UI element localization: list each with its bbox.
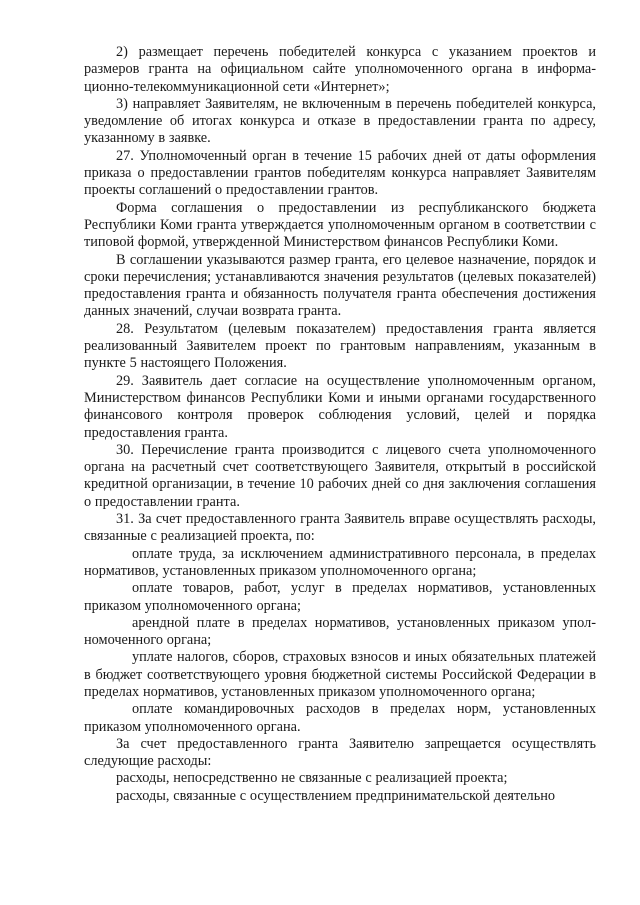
paragraph-27: 27. Уполномоченный орган в течение 15 рабочих дней от даты оформления приказа о предоставлении грантов победителям конкурса направляет Заявителям проекты соглашений о предоставлении грантов. [84, 147, 596, 199]
paragraph-item-3-notify: 3) направляет Заявителям, не включенным в перечень победителей конкурса, уведомление об итогах конкурса и отказе в предоставлении гранта по адресу, указанному в заявке. [84, 95, 596, 147]
paragraph-agreement-form: Форма соглашения о предоставлении из республиканского бюджета Республики Коми гранта утверждается уполномоченным органом в соответствии с типовой формой, утвержденной Министерством финансов Республики Коми. [84, 199, 596, 251]
list-item-travel: оплате командировочных расходов в пределах норм, установленных приказом уполномоченного органа. [84, 701, 596, 735]
paragraph-prohibited-expenses: За счет предоставленного гранта Заявителю запрещается осуществлять следующие расходы: [84, 735, 596, 770]
paragraph-31: 31. За счет предоставленного гранта Заявитель вправе осуществлять расходы, связанные с реализацией проекта, по: [84, 511, 596, 545]
document-body [84, 44, 596, 805]
list-item-taxes: уплате налогов, сборов, страховых взносов и иных обязательных платежей в бюджет соответствующего уровня бюджетной системы Российской Федерации в пределах нормативов, установленных приказом уполномоченного органа; [84, 649, 596, 700]
paragraph-30: 30. Перечисление гранта производится с лицевого счета уполномоченного органа на расчетный счет соответствующего Заявителя, открытый в российской кредитной организации, в течение 10 рабочих дней со дня заключения соглашения о предоставлении гранта. [84, 441, 596, 510]
paragraph-29: 29. Заявитель дает согласие на осуществление уполномоченным органом, Министерством финансов Республики Коми и иными органами государственного финансового контроля проверок соблюдения условий, целей и порядка предоставления гранта. [84, 372, 596, 441]
list-item-labor: оплате труда, за исключением административного персонала, в пределах нормативов, установленных приказом уполномоченного органа; [84, 545, 596, 579]
list-item-rent: арендной плате в пределах нормативов, установленных приказом уполномоченного органа; [84, 614, 596, 649]
paragraph-28: 28. Результатом (целевым показателем) предоставления гранта является реализованный Заявителем проект по грантовым направлениям, указанным в пункте 5 настоящего Положения. [84, 320, 596, 372]
list-item-business-expenses: расходы, связанные с осуществлением предпринимательской деятельно [116, 787, 556, 804]
paragraph-item-2-publish: 2) размещает перечень победителей конкурса с указанием проектов и размеров гранта на официальном сайте уполномоченного органа в информационно-телекоммуникационной сети «Интернет»; [84, 44, 596, 95]
list-item-unrelated-expenses: расходы, непосредственно не связанные с реализацией проекта; [116, 770, 508, 787]
list-item-goods: оплате товаров, работ, услуг в пределах нормативов, установленных приказом уполномоченного органа; [84, 580, 596, 614]
paragraph-agreement-contents: В соглашении указываются размер гранта, его целевое назначение, порядок и сроки перечисления; устанавливаются значения результатов (целевых показателей) предоставления гранта и обязанность получателя гранта обеспечения достижения данных значений, случаи возврата гранта. [84, 251, 596, 320]
